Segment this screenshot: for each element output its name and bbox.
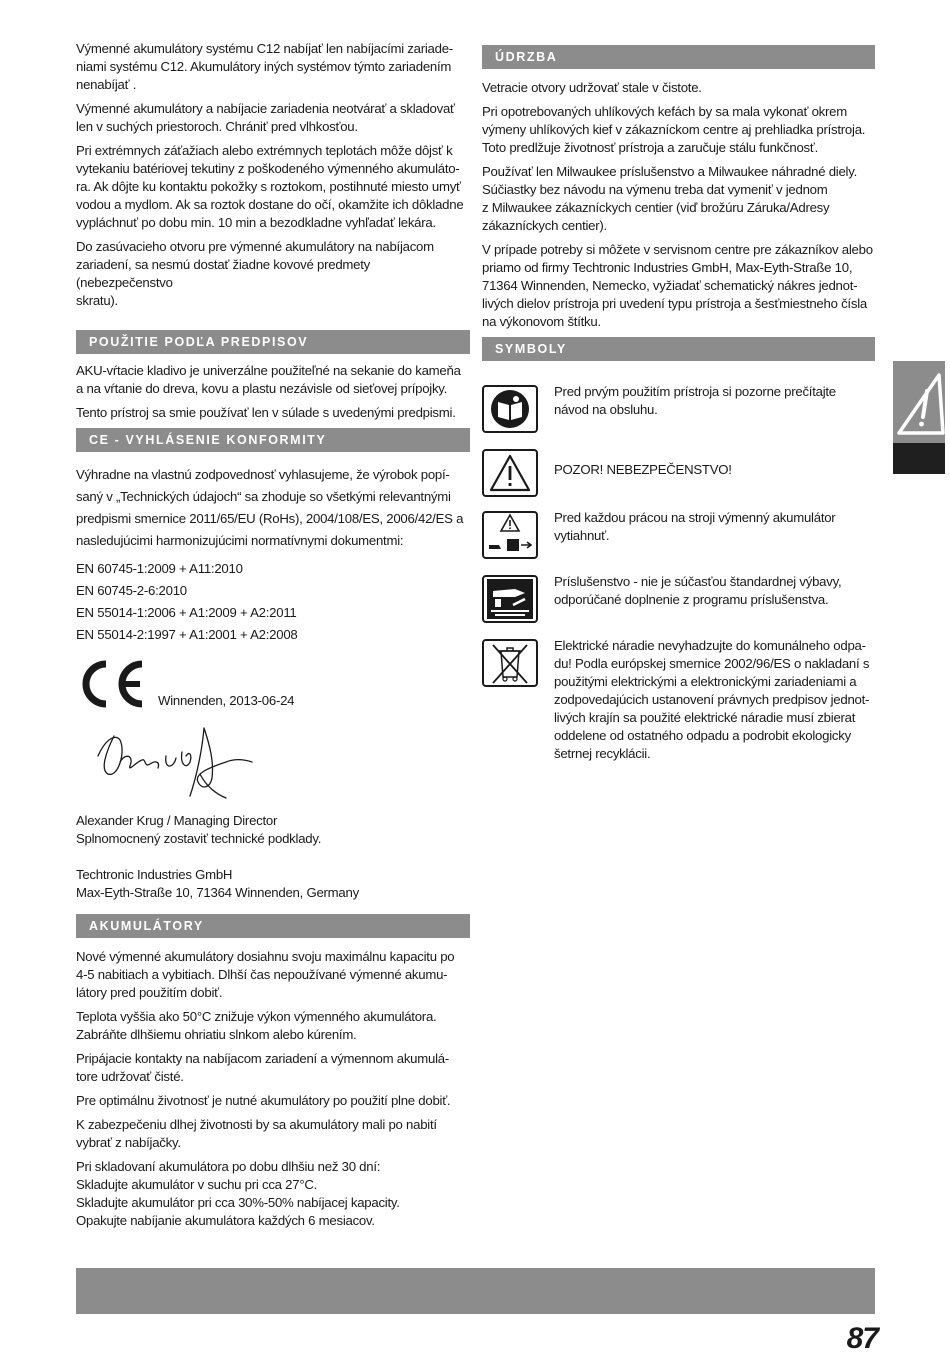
usage-paragraph: Tento prístroj sa smie používať len v súlade s uvedenými predpismi. (76, 405, 456, 420)
battery-paragraph: Nové výmenné akumulátory dosiahnu svoju maximálnu kapacitu po 4-5 nabitiach a vybitiach. Dlhší čas nepoužívané výmenné akumu- látory pred použitím dobiť. (76, 949, 455, 1000)
section-heading-symbols: SYMBOLY (482, 337, 875, 361)
intro-paragraph: Pri extrémnych záťažiach alebo extrémnych teplotách môže dôjsť k vytekaniu batériovej tekutiny z poškodeného výmenného akumuláto- ra. Ak dôjte ku kontaktu pokožky s roztokom, postihnuté miesto umyť vodou a mydlom. Ak sa roztok dostane do očí, okamžite ich dôkladne vypláchnuť po dobu min. 10 min a bezodkladne vyhľadať lekára. (76, 143, 464, 230)
battery-paragraph: K zabezpečeniu dlhej životnosti by sa akumulátory mali po nabití vybrať z nabíjačky. (76, 1117, 437, 1150)
signature-image (86, 722, 256, 808)
company-address: Techtronic Industries GmbH Max-Eyth-Straße 10, 71364 Winnenden, Germany (76, 867, 359, 900)
symbol-text: Príslušenstvo - nie je súčasťou štandardnej výbavy, odporúčané doplnenie z programu príslušenstva. (554, 574, 842, 607)
battery-paragraph: Pre optimálnu životnosť je nutné akumulátory po použití plne dobiť. (76, 1093, 451, 1108)
ce-declaration: Výhradne na vlastnú zodpovednosť vyhlasujeme, že výrobok popí- saný v „Technických údajoch“ sa zhoduje so všetkými relevantnými predpismi smernice 2011/65/EU (RoHs), 2004/108/ES, 2006/42/ES a nasledujúcimi harmonizujúcimi normatívnymi dokumentmi: (76, 467, 464, 548)
intro-paragraph: Výmenné akumulátory a nabíjacie zariadenia neotvárať a skladovať len v suchých priestoroch. Chrániť pred vlhkosťou. (76, 101, 455, 134)
symbol-row (482, 509, 875, 559)
section-heading-batteries: AKUMULÁTORY (76, 914, 470, 938)
battery-paragraph: Teplota vyššia ako 50°C znižuje výkon výmenného akumulátora. Zabráňte dlhšiemu ohriatiu slnkom alebo kúrením. (76, 1009, 437, 1042)
symbol-text: POZOR! NEBEZPEČENSTVO! (554, 462, 732, 477)
left-column (76, 40, 470, 1236)
maintenance-paragraph: V prípade potreby si môžete v servisnom centre pre zákazníkov alebo priamo od firmy Techtronic Industries GmbH, Max-Eyth-Straße 10, 71364 Winnenden, Nemecko, vyžiadať schematický nákres jednot- livých dielov prístroja pri uvedení typu prístroja a šesťmiestneho čísla na výkonovom štítku. (482, 242, 873, 329)
side-tab-panel (893, 361, 945, 443)
section-heading-ce: CE - VYHLÁSENIE KONFORMITY (76, 428, 470, 452)
symbol-text: Pred každou prácou na stroji výmenný akumulátor vytiahnuť. (554, 510, 836, 543)
symbol-row (482, 447, 875, 497)
maintenance-paragraph: Používať len Milwaukee príslušenstvo a Milwaukee náhradné diely. Súčiastky bez návodu na výmenu treba dat vymeniť v jednom z Milwaukee zákazníckych centier (viď brožúru Záruka/Adresy zákazníckych centier). (482, 164, 858, 233)
symbol-text: Pred prvým použitím prístroja si pozorne prečítajte návod na obsluhu. (554, 384, 836, 417)
signer-name: Alexander Krug / Managing Director Splnomocnený zostaviť technické podklady. (76, 813, 322, 846)
symbol-row (482, 383, 875, 433)
page-number: 87 (846, 1322, 878, 1355)
standard-item: EN 60745-2-6:2010 (76, 583, 187, 598)
side-warning-icon (893, 361, 945, 443)
read-manual-icon (482, 385, 538, 433)
place-date: Winnenden, 2013-06-24 (158, 693, 295, 708)
standard-item: EN 55014-1:2006 + A1:2009 + A2:2011 (76, 605, 297, 620)
crossed-bin-icon (482, 639, 538, 687)
right-column (482, 45, 875, 777)
symbol-text: Elektrické náradie nevyhadzujte do komunálneho odpa- du! Podla európskej smernice 2002/96/ES o nakladaní s použitými elektrickými a elektronickými zariadeniami a zodpovedajúcich ustanovení právnych predpisov jednot- livých krajín sa použité elektrické náradie musí zbierat oddelene od ostatného odpadu a podrobit ekologicky šetrnej recyklácii. (554, 638, 870, 761)
maintenance-paragraph: Vetracie otvory udržovať stale v čistote. (482, 80, 702, 95)
footer-bar (76, 1268, 875, 1314)
ce-mark-icon (76, 658, 148, 710)
standard-item: EN 60745-1:2009 + A11:2010 (76, 561, 243, 576)
symbol-row (482, 573, 875, 623)
intro-paragraph: Do zasúvacieho otvoru pre výmenné akumulátory na nabíjacom zariadení, sa nesmú dostať žiadne kovové predmety (nebezpečenstvo skratu). (76, 239, 434, 308)
ce-mark-row (76, 658, 470, 710)
remove-battery-icon (482, 511, 538, 559)
usage-paragraph: AKU-vŕtacie kladivo je univerzálne použiteľné na sekanie do kameňa a na vŕtanie do dreva, kovu a plastu nezávisle od sieťovej prípojky. (76, 363, 461, 396)
side-warning-tab (893, 361, 945, 474)
maintenance-paragraph: Pri opotrebovaných uhlíkových kefách by sa mala vykonať okrem výmeny uhlíkových kief v zákazníckom centre aj prehliadka prístroja. Toto predlžuje životnosť prístroja a zaručuje stálu funkčnosť. (482, 104, 866, 155)
standard-item: EN 55014-2:1997 + A1:2001 + A2:2008 (76, 627, 298, 642)
section-heading-usage: POUŽITIE PODĽA PREDPISOV (76, 330, 470, 354)
accessory-icon (482, 575, 538, 623)
symbol-row (482, 637, 875, 763)
warning-triangle-icon (482, 449, 538, 497)
section-heading-maintenance: ÚDRZBA (482, 45, 875, 69)
battery-paragraph: Pri skladovaní akumulátora po dobu dlhšiu než 30 dní: Skladujte akumulátor v suchu pri cca 27°C. Skladujte akumulátor pri cca 30%-50% nabíjacej kapacity. Opakujte nabíjanie akumulátora každých 6 mesiacov. (76, 1159, 400, 1228)
battery-paragraph: Pripájacie kontakty na nabíjacom zariadení a výmennom akumulá- tore udržovať čisté. (76, 1051, 449, 1084)
intro-paragraph: Výmenné akumulátory systému C12 nabíjať len nabíjacími zariade- niami systému C12. Akumulátory iných systémov týmto zariadením nenabíjať . (76, 41, 453, 92)
